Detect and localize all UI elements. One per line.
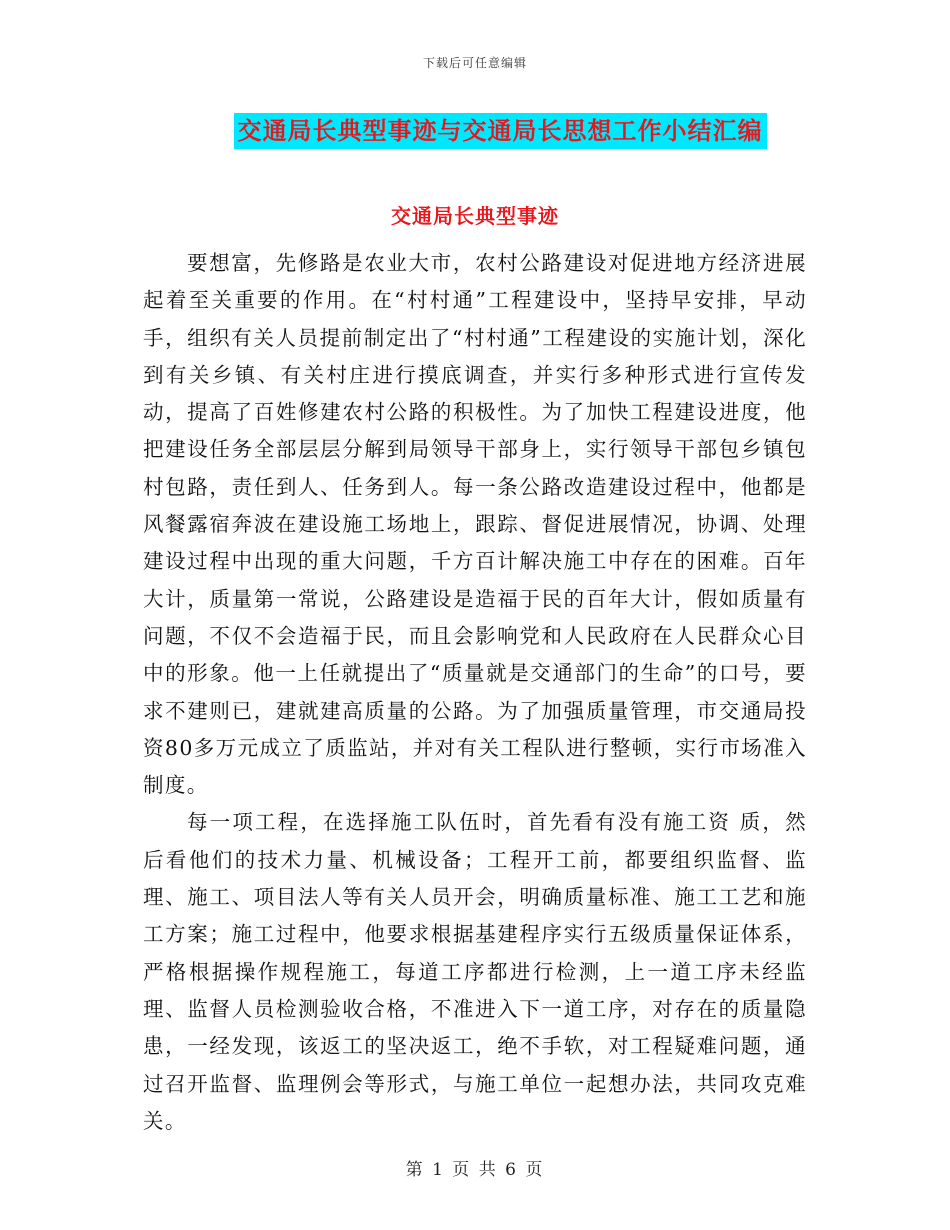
document-title-container	[0, 113, 950, 149]
page-header-note: 下载后可任意编辑	[422, 56, 527, 70]
page-number-footer: 第 1 页 共 6 页	[405, 1160, 545, 1180]
body-paragraph: 每一项工程，在选择施工队伍时，首先看有没有施工资 质，然后看他们的技术力量、机械设备；工程开工前，都要组织监督、监理、施工、项目法人等有关人员开会，明确质量标准、施工工艺和施工方案；施工过程中，他要求根据基建程序实行五级质量保证体系，严格根据操作规程施工，每道工序都进行检测，上一道工序未经监理、监督人员检测验收合格，不准进入下一道工序，对存在的质量隐患，一经发现，该返工的坚决返工，绝不手软，对工程疑难问题，通过召开监督、监理例会等形式，与施工单位一起想办法，共同攻克难关。	[143, 810, 807, 1133]
document-title: 交通局长典型事迹与交通局长思想工作小结汇编	[234, 113, 767, 149]
body-paragraph: 要想富，先修路是农业大市，农村公路建设对促进地方经济进展起着至关重要的作用。在“村村通”工程建设中，坚持早安排，早动手，组织有关人员提前制定出了“村村通”工程建设的实施计划，深化到有关乡镇、有关村庄进行摸底调查，并实行多种形式进行宣传发动，提高了百姓修建农村公路的积极性。为了加快工程建设进度，他把建设任务全部层层分解到局领导干部身上，实行领导干部包乡镇包村包路，责任到人、任务到人。每一条公路改造建设过程中，他都是风餐露宿奔波在建设施工场地上，跟踪、督促进展情况，协调、处理建设过程中出现的重大问题，千方百计解决施工中存在的困难。百年大计，质量第一常说，公路建设是造福于民的百年大计，假如质量有问题，不仅不会造福于民，而且会影响党和人民政府在人民群众心目中的形象。他一上任就提出了“质量就是交通部门的生命”的口号，要求不建则已，建就建高质量的公路。为了加强质量管理，市交通局投资80多万元成立了质监站，并对有关工程队进行整顿，实行市场准入制度。	[143, 251, 807, 798]
document-body	[143, 245, 807, 1140]
section-title: 交通局长典型事迹	[391, 204, 559, 228]
